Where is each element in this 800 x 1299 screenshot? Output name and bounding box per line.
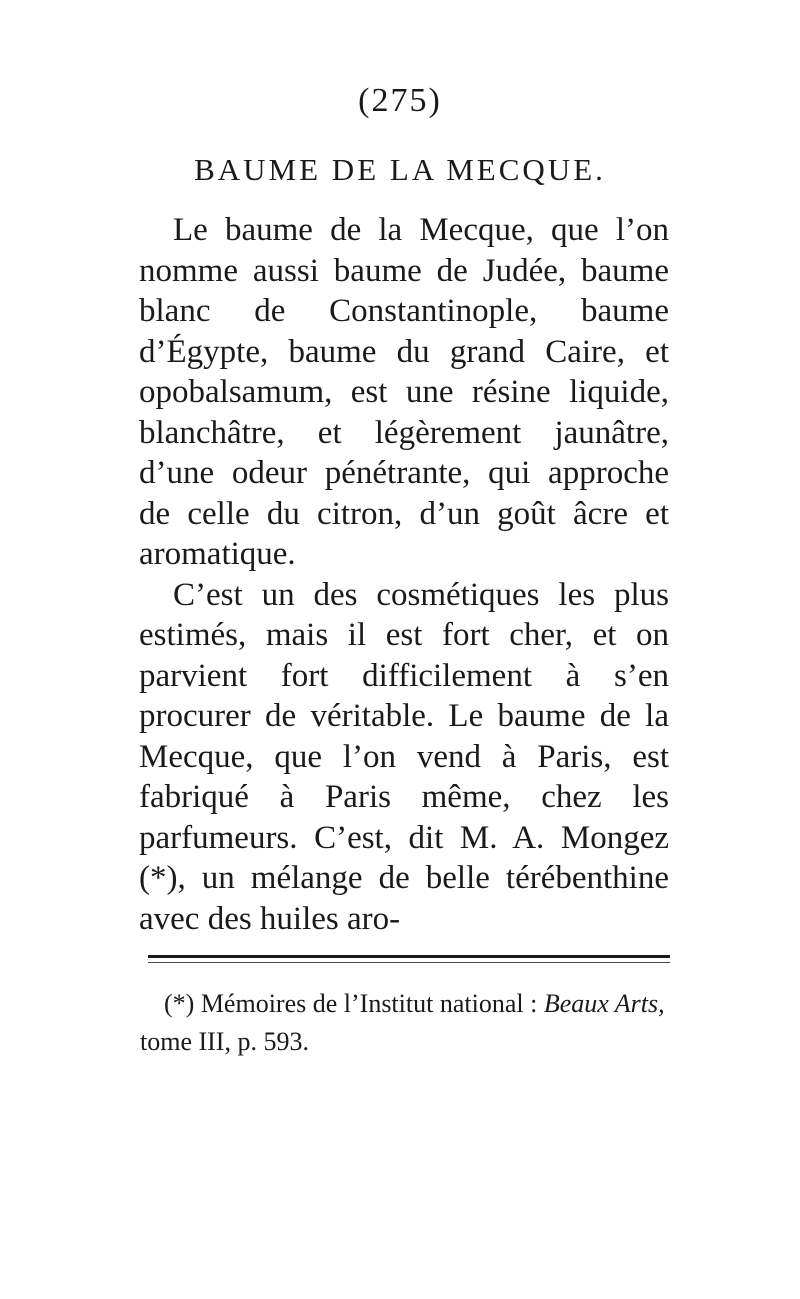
body-text <box>139 210 669 939</box>
footnote-italic: Beaux Arts, <box>543 989 665 1018</box>
footnote <box>140 985 670 1061</box>
footnote-text: (*) Mémoires de l’Institut national : <box>164 989 538 1018</box>
paragraph: C’est un des cosmétiques les plus estimés, mais il est fort cher, et on parvient fort difficilement à s’en procurer de véritable. Le baume de la Mecque, que l’on vend à Paris, est fabriqué à Paris même, chez les parfumeurs. C’est, dit M. A. Mongez (*), un mélange de belle térébenthine avec des huiles aro- <box>139 576 669 937</box>
footnote-separator-thin <box>148 962 670 963</box>
section-heading: BAUME DE LA MECQUE. <box>194 152 606 187</box>
footnote-tail: tome III, p. 593. <box>140 1027 309 1056</box>
footnote-separator <box>148 955 670 958</box>
page-number: (275) <box>358 82 442 119</box>
paragraph: Le baume de la Mecque, que l’on nomme aussi baume de Judée, baume blanc de Constantinople, baume d’Égypte, baume du grand Caire, et opobalsamum, est une résine liquide, blanchâtre, et légèrement jaunâtre, d’une odeur pénétrante, qui approche de celle du citron, d’un goût âcre et aromatique. <box>139 212 669 572</box>
